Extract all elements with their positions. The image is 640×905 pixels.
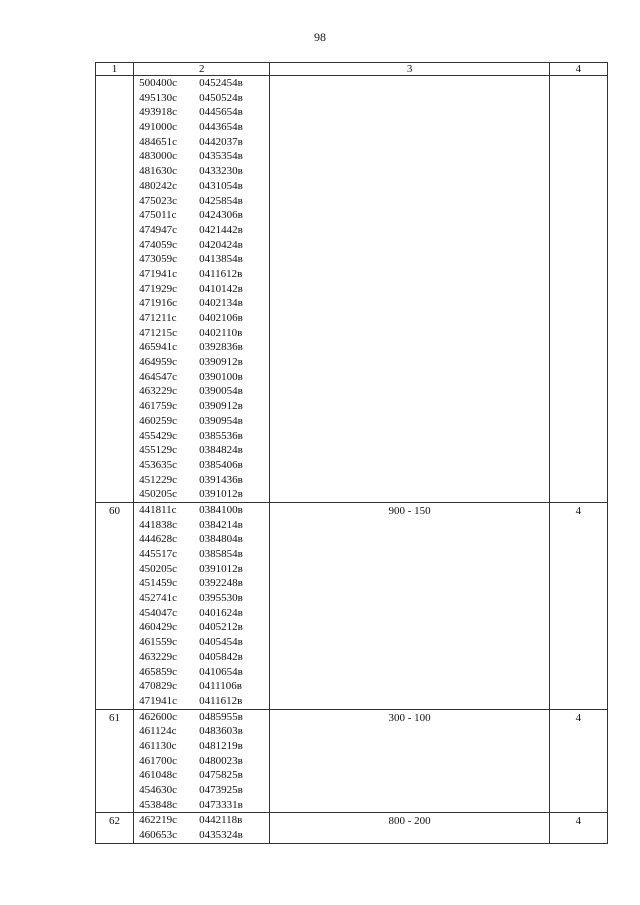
coordinate-pair <box>139 547 269 562</box>
coordinate-pair <box>139 503 269 518</box>
latitude: 471211с <box>139 312 177 324</box>
longitude: 0390912в <box>199 400 243 413</box>
category-value <box>549 76 607 503</box>
coordinates-cell <box>134 76 270 503</box>
latitude: 452741с <box>139 592 177 605</box>
coordinate-pair <box>139 91 269 106</box>
column-header-2: 2 <box>134 63 270 76</box>
latitude: 465941с <box>139 341 177 354</box>
latitude: 462600с <box>139 710 177 723</box>
latitude: 474947с <box>139 223 177 236</box>
longitude: 0452454в <box>199 77 243 89</box>
longitude: 0481219в <box>199 739 243 752</box>
coordinate-pair <box>139 223 269 238</box>
longitude: 0410654в <box>199 665 243 678</box>
latitude: 471215с <box>139 326 177 339</box>
table-row <box>96 502 608 709</box>
longitude: 0391012в <box>199 562 243 575</box>
coordinate-pair <box>139 532 269 547</box>
latitude: 441838с <box>139 518 177 531</box>
latitude: 461130с <box>139 739 177 752</box>
longitude: 0402106в <box>199 312 243 324</box>
longitude: 0421442в <box>199 223 243 236</box>
coordinate-pair <box>139 384 269 399</box>
table-body <box>96 76 608 844</box>
coordinate-pair <box>139 665 269 680</box>
coordinate-pair <box>139 620 269 635</box>
table-header-row <box>96 63 608 76</box>
coordinate-pair <box>139 311 269 326</box>
coordinate-pair <box>139 296 269 311</box>
coordinate-pair <box>139 252 269 267</box>
latitude: 462219с <box>139 814 177 827</box>
latitude: 450205с <box>139 488 177 501</box>
coordinate-pair <box>139 591 269 606</box>
coordinate-pair <box>139 783 269 798</box>
longitude: 0411612в <box>199 267 243 280</box>
latitude: 455429с <box>139 429 177 442</box>
latitude: 450205с <box>139 562 177 575</box>
longitude: 0392248в <box>199 577 243 590</box>
coordinate-pair <box>139 76 269 91</box>
latitude: 484651с <box>139 135 177 148</box>
latitude: 483000с <box>139 150 177 163</box>
coordinate-pair <box>139 326 269 341</box>
range-value: 900 - 150 <box>270 502 550 709</box>
latitude: 471916с <box>139 297 177 310</box>
coordinate-pair <box>139 650 269 665</box>
longitude: 0390912в <box>199 356 243 369</box>
longitude: 0424306в <box>199 209 243 222</box>
latitude: 500400с <box>139 77 177 89</box>
longitude: 0385854в <box>199 548 243 560</box>
coordinate-pair <box>139 194 269 209</box>
coordinate-pair <box>139 694 269 709</box>
latitude: 475023с <box>139 194 177 207</box>
coordinates-cell <box>134 502 270 709</box>
page-number: 98 <box>314 30 326 44</box>
range-value: 300 - 100 <box>270 709 550 813</box>
coordinate-pair <box>139 370 269 385</box>
table-row <box>96 813 608 843</box>
latitude: 461700с <box>139 754 177 767</box>
latitude: 473059с <box>139 253 177 266</box>
coordinate-pair <box>139 768 269 783</box>
coordinate-pair <box>139 710 269 725</box>
coordinate-pair <box>139 149 269 164</box>
latitude: 464959с <box>139 356 177 369</box>
coordinate-pair <box>139 754 269 769</box>
coordinates-table <box>95 62 608 844</box>
latitude: 475011с <box>139 209 177 222</box>
longitude: 0442118в <box>199 814 243 827</box>
coordinate-pair <box>139 606 269 621</box>
coordinate-pair <box>139 267 269 282</box>
longitude: 0425854в <box>199 194 243 207</box>
longitude: 0442037в <box>199 135 243 148</box>
row-number: 61 <box>96 709 134 813</box>
range-value: 800 - 200 <box>270 813 550 843</box>
longitude: 0450524в <box>199 91 243 104</box>
latitude: 441811с <box>139 503 177 516</box>
coordinate-pair <box>139 105 269 120</box>
coordinate-pair <box>139 429 269 444</box>
latitude: 493918с <box>139 106 177 119</box>
latitude: 461124с <box>139 725 177 738</box>
longitude: 0384214в <box>199 518 243 531</box>
latitude: 481630с <box>139 165 177 178</box>
latitude: 471941с <box>139 267 177 280</box>
column-header-3: 3 <box>270 63 550 76</box>
latitude: 465859с <box>139 665 177 678</box>
row-number: 62 <box>96 813 134 843</box>
coordinate-pair <box>139 282 269 297</box>
longitude: 0385536в <box>199 429 243 442</box>
coordinates-cell <box>134 813 270 843</box>
latitude: 471929с <box>139 282 177 295</box>
latitude: 471941с <box>139 694 177 707</box>
longitude: 0391012в <box>199 488 243 501</box>
coordinate-pair <box>139 518 269 533</box>
longitude: 0390100в <box>199 370 243 383</box>
latitude: 460653с <box>139 829 177 842</box>
latitude: 455129с <box>139 444 177 457</box>
longitude: 0473925в <box>199 784 243 796</box>
longitude: 0483603в <box>199 725 243 738</box>
longitude: 0480023в <box>199 754 243 767</box>
latitude: 451229с <box>139 473 177 486</box>
longitude: 0392836в <box>199 341 243 354</box>
latitude: 454630с <box>139 784 177 796</box>
longitude: 0435354в <box>199 150 243 163</box>
longitude: 0410142в <box>199 282 243 295</box>
latitude: 470829с <box>139 680 177 693</box>
longitude: 0401624в <box>199 606 243 619</box>
latitude: 444628с <box>139 533 177 546</box>
latitude: 451459с <box>139 577 177 590</box>
row-number <box>96 76 134 503</box>
latitude: 463229с <box>139 650 177 663</box>
latitude: 461559с <box>139 636 177 649</box>
latitude: 464547с <box>139 370 177 383</box>
column-header-4: 4 <box>549 63 607 76</box>
longitude: 0405212в <box>199 621 243 634</box>
longitude: 0405454в <box>199 636 243 649</box>
longitude: 0420424в <box>199 238 243 251</box>
latitude: 453635с <box>139 458 177 471</box>
coordinate-pair <box>139 798 269 813</box>
latitude: 480242с <box>139 179 177 192</box>
longitude: 0402110в <box>199 326 243 339</box>
latitude: 453848с <box>139 798 177 811</box>
coordinate-pair <box>139 739 269 754</box>
coordinate-pair <box>139 635 269 650</box>
coordinate-pair <box>139 340 269 355</box>
longitude: 0384804в <box>199 533 243 546</box>
coordinate-pair <box>139 355 269 370</box>
latitude: 460429с <box>139 621 177 634</box>
coordinate-pair <box>139 120 269 135</box>
coordinate-pair <box>139 179 269 194</box>
latitude: 461759с <box>139 400 177 413</box>
longitude: 0395530в <box>199 592 243 605</box>
column-header-1: 1 <box>96 63 134 76</box>
latitude: 461048с <box>139 769 177 782</box>
table-row <box>96 76 608 503</box>
coordinate-pair <box>139 813 269 828</box>
coordinate-pair <box>139 458 269 473</box>
latitude: 495130с <box>139 91 177 104</box>
longitude: 0390954в <box>199 414 243 427</box>
longitude: 0475825в <box>199 769 243 782</box>
latitude: 445517с <box>139 548 177 560</box>
longitude: 0411612в <box>199 694 243 707</box>
coordinate-pair <box>139 828 269 843</box>
longitude: 0391436в <box>199 473 243 486</box>
longitude: 0433230в <box>199 165 243 178</box>
longitude: 0445654в <box>199 106 243 119</box>
latitude: 491000с <box>139 121 177 134</box>
coordinate-pair <box>139 576 269 591</box>
category-value: 4 <box>549 502 607 709</box>
coordinate-pair <box>139 473 269 488</box>
longitude: 0385406в <box>199 458 243 471</box>
coordinate-pair <box>139 724 269 739</box>
coordinate-pair <box>139 443 269 458</box>
coordinate-pair <box>139 414 269 429</box>
coordinate-pair <box>139 679 269 694</box>
category-value: 4 <box>549 813 607 843</box>
coordinate-pair <box>139 135 269 150</box>
longitude: 0413854в <box>199 253 243 266</box>
longitude: 0390054в <box>199 385 243 398</box>
coordinates-cell <box>134 709 270 813</box>
range-value <box>270 76 550 503</box>
longitude: 0402134в <box>199 297 243 310</box>
latitude: 463229с <box>139 385 177 398</box>
longitude: 0431054в <box>199 179 243 192</box>
latitude: 474059с <box>139 238 177 251</box>
latitude: 454047с <box>139 606 177 619</box>
longitude: 0443654в <box>199 121 243 134</box>
coordinate-pair <box>139 487 269 502</box>
longitude: 0384824в <box>199 444 243 457</box>
latitude: 460259с <box>139 414 177 427</box>
longitude: 0411106в <box>199 680 242 693</box>
coordinate-pair <box>139 399 269 414</box>
longitude: 0485955в <box>199 710 243 723</box>
longitude: 0405842в <box>199 650 243 663</box>
longitude: 0473331в <box>199 798 243 811</box>
coordinate-pair <box>139 562 269 577</box>
row-number: 60 <box>96 502 134 709</box>
coordinate-pair <box>139 238 269 253</box>
coordinate-pair <box>139 208 269 223</box>
longitude: 0435324в <box>199 829 243 842</box>
category-value: 4 <box>549 709 607 813</box>
table-row <box>96 709 608 813</box>
longitude: 0384100в <box>199 503 243 516</box>
coordinate-pair <box>139 164 269 179</box>
